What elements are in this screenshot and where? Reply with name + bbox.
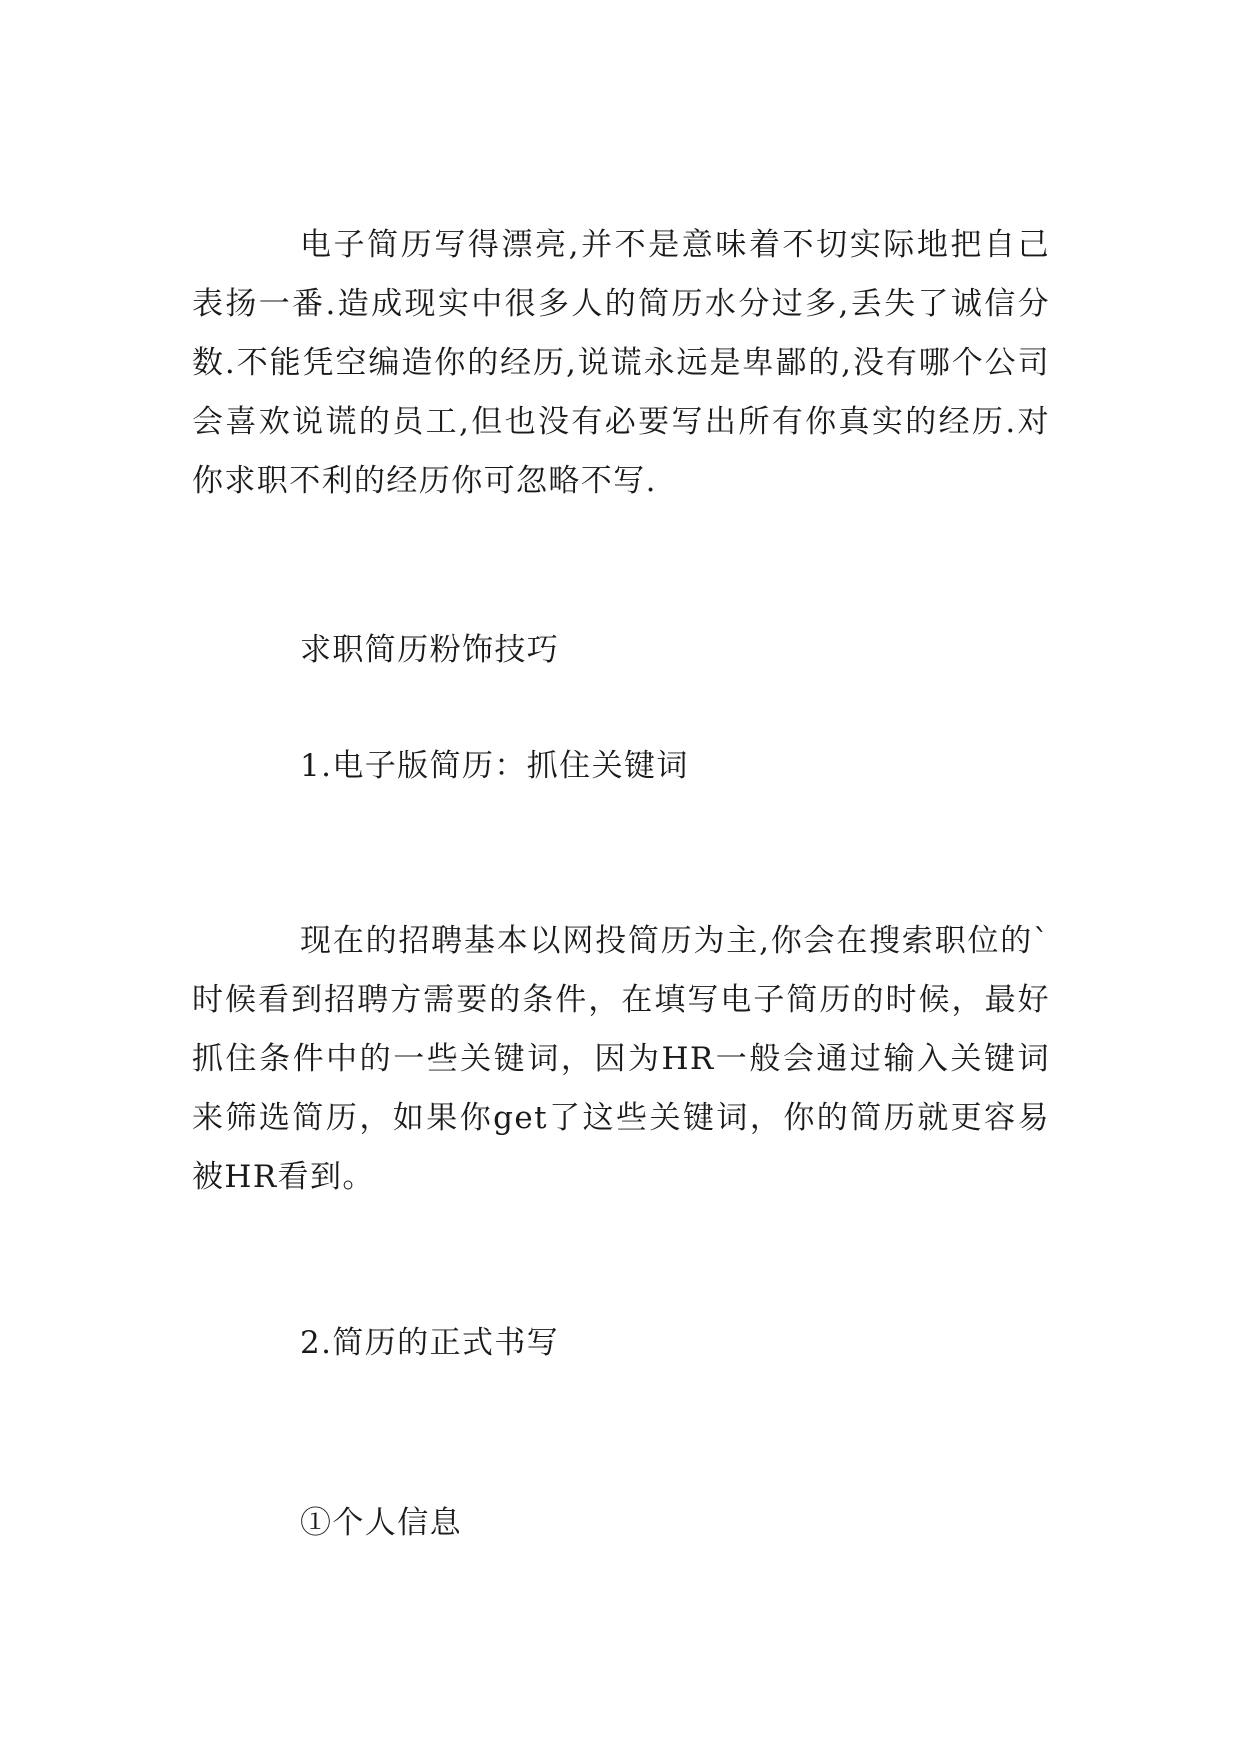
- paragraph-keywords: 现在的招聘基本以网投简历为主,你会在搜索职位的`时候看到招聘方需要的条件，在填写电子简历的时候，最好抓住条件中的一些关键词，因为HR一般会通过输入关键词来筛选简历，如果你get了这些关键词，你的简历就更容易被HR看到。: [192, 923, 1050, 1195]
- subheading-personal-info: ①个人信息: [300, 1505, 462, 1541]
- paragraph-resume-honesty: 电子简历写得漂亮,并不是意味着不切实际地把自己表扬一番.造成现实中很多人的简历水分过多,丢失了诚信分数.不能凭空编造你的经历,说谎永远是卑鄙的,没有哪个公司会喜欢说谎的员工,但也没有必要写出所有你真实的经历.对你求职不利的经历你可忽略不写.: [192, 227, 1050, 499]
- subheading-electronic-resume: 1.电子版简历：抓住关键词: [300, 748, 689, 784]
- subheading-formal-writing: 2.简历的正式书写: [300, 1325, 560, 1361]
- section-heading-resume-tips: 求职简历粉饰技巧: [300, 632, 560, 668]
